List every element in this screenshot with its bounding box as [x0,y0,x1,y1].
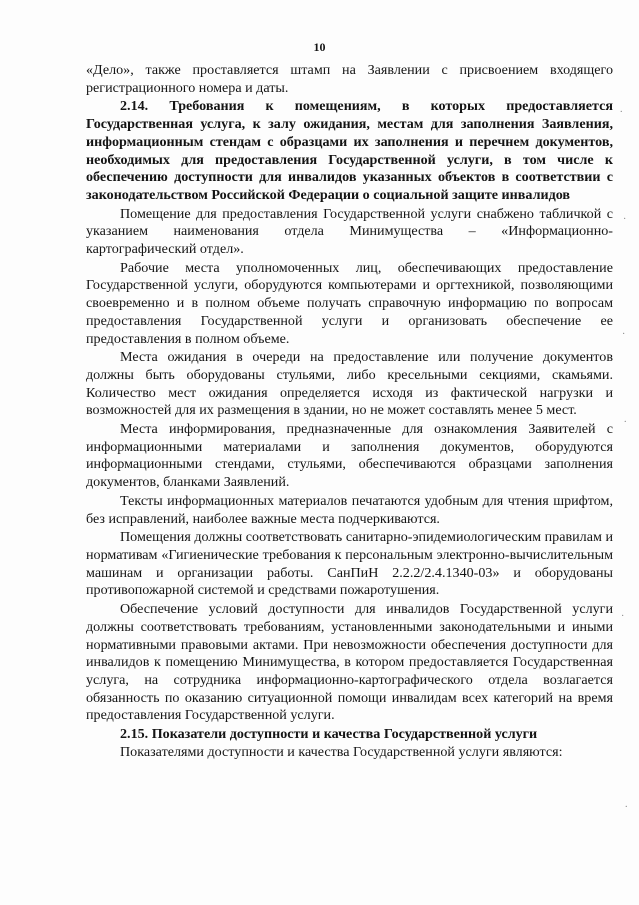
paragraph-info-materials: Тексты информационных материалов печатаются удобным для чтения шрифтом, без исправлений, наиболее важные места подчеркиваются. [86,492,613,527]
scan-speck: · [623,214,627,225]
paragraph-premises-sign: Помещение для предоставления Государственной услуги снабжено табличкой с указанием наименования отдела Минимущества – «Информационно-картографический отдел». [86,205,613,258]
scan-speck: . [620,104,623,115]
paragraph-sanitary-rules: Помещения должны соответствовать санитарно-эпидемиологическим правилам и нормативам «Гигиенические требования к персональным электронно-вычислительным машинам и организации работы. СанПиН 2.2.2/2.4.1340-03» и оборудованы противопожарной системой и средствами пожаротушения. [86,529,613,599]
scan-speck: . [624,414,627,425]
section-heading-2-15: 2.15. Показатели доступности и качества Государственной услуги [120,726,538,743]
paragraph-accessibility: Обеспечение условий доступности для инвалидов Государственной услуги должны соответствовать требованиям, установленными законодательными и иными нормативными правовыми актами. При невозможности обеспечения доступности для инвалидов к помещению Минимущества, в котором предоставляется Государственная услуга, на сотрудника информационно-картографического отдела возлагается обязанность по оказанию ситуационной помощи инвалидам всех категорий на время предоставления Государственной услуги. [86,601,613,724]
scan-speck: · [622,329,626,340]
paragraph-indicators: Показателями доступности и качества Государственной услуги являются: [120,743,563,760]
scan-speck: . [625,799,628,810]
paragraph-workplaces: Рабочие места уполномоченных лиц, обеспечивающих предоставление Государственной услуги, оборудуются компьютерами и оргтехникой, позволяющими своевременно и в полном объеме получать справочную информацию по вопросам предоставления Государственной услуги и организовать обеспечение ее предоставления в полном объеме. [86,259,613,347]
page-number: 10 [313,40,326,54]
paragraph-continuation: «Дело», также проставляется штамп на Заявлении с присвоением входящего регистрационного номера и даты. [86,62,613,96]
section-heading-2-14: 2.14. Требования к помещениям, в которых предоставляется Государственная услуга, к залу ожидания, местам для заполнения Заявления, информационным стендам с образцами их заполнения и перечнем документов, необходимых для предоставления Государственной услуги, в том числе к обеспечению доступности для инвалидов указанных объектов в соответствии с законодательством Российской Федерации о социальной защите инвалидов [86,98,613,203]
scan-speck: · [621,611,625,622]
paragraph-information-places: Места информирования, предназначенные для ознакомления Заявителей с информационными материалами и заполнения документов, оборудуются информационными стендами, стульями, обеспечиваются образцами заполнения документов, бланками Заявлений. [86,421,613,491]
page-body [86,62,613,761]
paragraph-waiting-places: Места ожидания в очереди на предоставление или получение документов должны быть оборудованы стульями, либо кресельными секциями, скамьями. Количество мест ожидания определяется исходя из фактической нагрузки и возможностей для их размещения в здании, но не может составлять менее 5 мест. [86,349,613,419]
